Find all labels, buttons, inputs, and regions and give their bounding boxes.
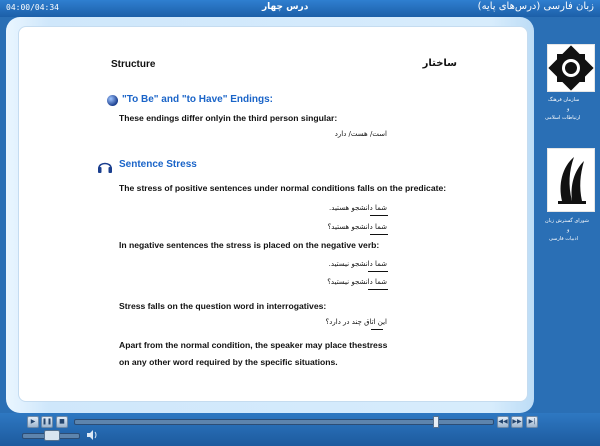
example-question: این اتاق چند در دارد؟	[325, 318, 387, 326]
example-negative: شما دانشجو نیستید.	[328, 260, 387, 268]
end-button[interactable]: ▶|	[526, 416, 538, 428]
structure-heading: Structure	[111, 59, 156, 70]
section1-text: These endings differ onlyin the third person singular:	[119, 113, 338, 123]
lesson-title: درس چهار	[262, 2, 309, 12]
org2-logo	[547, 148, 595, 212]
stress-underline	[371, 329, 383, 330]
structure-heading-fa: ساختار	[422, 58, 457, 69]
org1-name-line1: سازمان فرهنگ	[548, 97, 580, 103]
seek-thumb[interactable]	[433, 416, 439, 428]
stress-question-text: Stress falls on the question word in interrogatives:	[119, 301, 327, 311]
bullet-icon	[107, 95, 118, 106]
stress-underline	[368, 289, 388, 290]
org1-name-line2: و	[567, 106, 570, 112]
lesson-panel	[18, 26, 528, 402]
section1-example: است/ هست/ دارد	[334, 130, 387, 138]
org2-name-line1: شورای گسترش زبان	[545, 218, 589, 224]
stress-underline	[370, 234, 388, 235]
title-bar	[0, 0, 600, 17]
org1-emblem-icon	[548, 45, 594, 91]
stress-positive-text: The stress of positive sentences under normal conditions falls on the predicate:	[119, 183, 447, 193]
speaker-icon[interactable]	[86, 429, 98, 441]
org1-logo	[547, 44, 595, 92]
stress-negative-text: In negative sentences the stress is placed on the negative verb:	[119, 240, 380, 250]
apart-text-line1: Apart from the normal condition, the speaker may place thestress	[119, 340, 388, 350]
org2-name-line3: ادبیات فارسی	[549, 236, 579, 242]
example-negative-question: شما دانشجو نیستید؟	[327, 278, 387, 286]
lesson-content	[19, 27, 527, 401]
section1-title: "To Be" and "to Have" Endings:	[122, 94, 274, 105]
stress-underline	[368, 271, 388, 272]
stop-button[interactable]: ■	[56, 416, 68, 428]
time-display: 04:00/04:34	[6, 3, 59, 12]
stress-underline	[370, 215, 388, 216]
previous-button[interactable]: ◀◀	[497, 416, 509, 428]
pause-button[interactable]: ❚❚	[41, 416, 53, 428]
headphones-icon[interactable]	[97, 159, 113, 174]
apart-text-line2: on any other word required by the specific situations.	[119, 357, 338, 367]
org1-name-line3: ارتباطات اسلامی	[545, 115, 581, 121]
section2-title: Sentence Stress	[119, 159, 197, 170]
org2-emblem-icon	[548, 149, 594, 211]
play-button[interactable]: ▶	[27, 416, 39, 428]
example-positive: شما دانشجو هستید.	[329, 204, 387, 212]
volume-thumb[interactable]	[44, 430, 60, 441]
example-positive-question: شما دانشجو هستید؟	[327, 223, 387, 231]
next-button[interactable]: ▶▶	[511, 416, 523, 428]
org2-name-line2: و	[567, 227, 570, 233]
app-title: زبان فارسی (درس‌های پایه)	[477, 1, 594, 12]
seek-bar[interactable]	[74, 419, 494, 425]
